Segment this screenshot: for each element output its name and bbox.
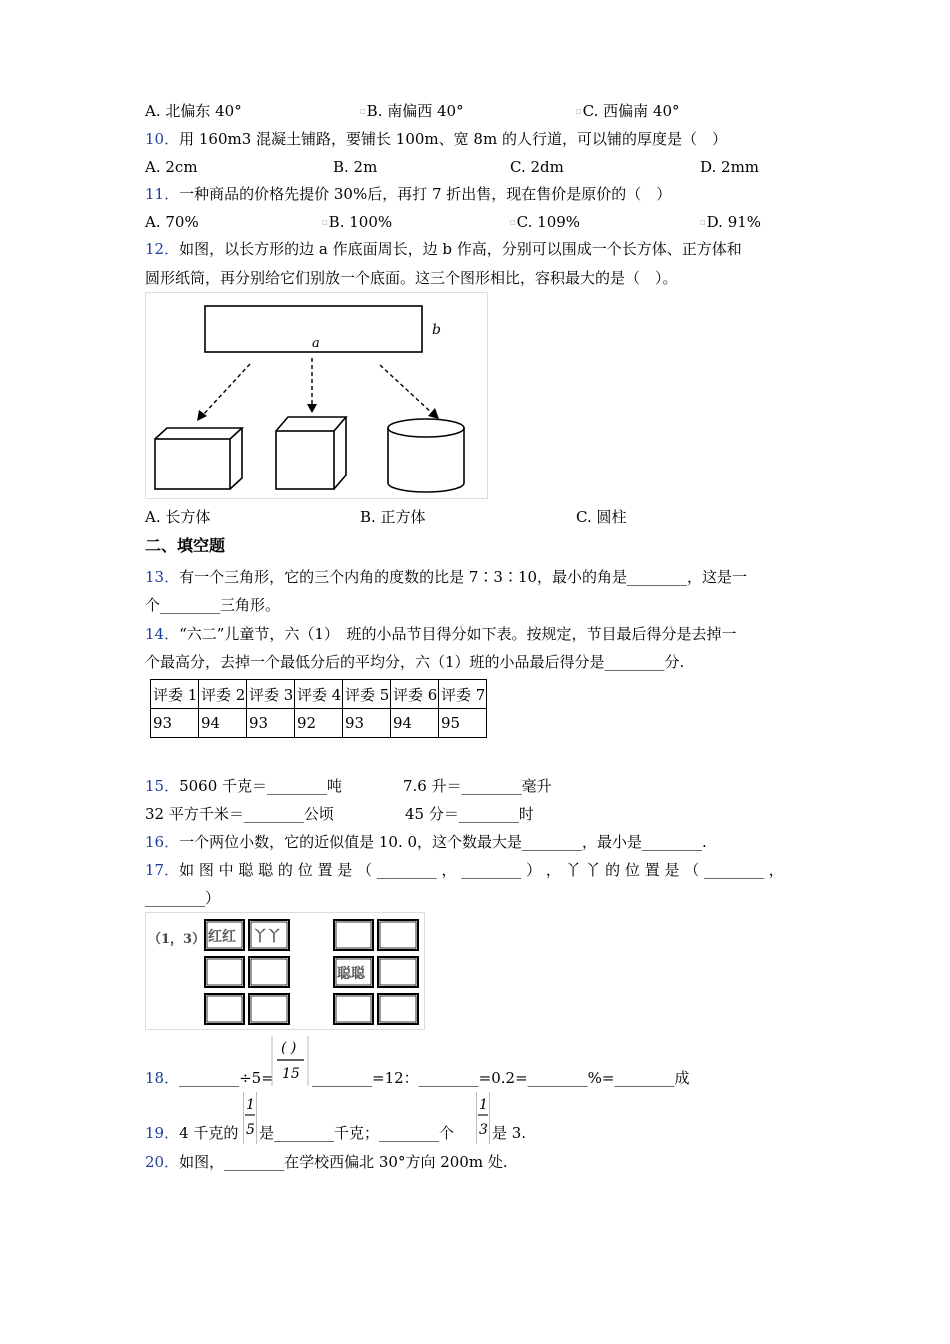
q15-number: 15． — [145, 777, 180, 795]
q16-question — [145, 832, 707, 852]
q9-option-b: □B. 南偏西 40° — [360, 102, 464, 120]
table-score-cell: 93 — [151, 709, 199, 738]
q11-option-b-text: B. 100% — [328, 213, 393, 231]
q10-option-b: B. 2m — [333, 158, 378, 176]
q20-number: 20． — [145, 1153, 180, 1171]
q18-fraction-denominator: 15 — [282, 1066, 300, 1082]
q19-part1: 4 千克的 — [179, 1124, 239, 1142]
q14-line2: 个最高分，去掉一个最低分后的平均分，六（1）班的小品最后得分是________分. — [145, 653, 685, 671]
q17-question-line1 — [145, 860, 784, 880]
q12-option-a: A. 长方体 — [145, 508, 211, 526]
q14-number: 14． — [145, 625, 180, 643]
cube-shape — [276, 417, 346, 489]
seat-congcong: 聪聪 — [337, 966, 365, 982]
label-a: a — [312, 336, 320, 351]
table-score-cell: 95 — [439, 709, 487, 738]
q10-option-d: D. 2mm — [700, 158, 760, 176]
q12-number: 12． — [145, 240, 180, 258]
q19-fraction1-denominator: 5 — [246, 1122, 255, 1138]
seat-honghong: 红红 — [208, 929, 236, 945]
coord-label: （1，3） — [148, 932, 206, 947]
q11-option-d: □D. 91% — [700, 213, 762, 231]
q18-part2: ________=12：________=0.2=________%=________成 — [312, 1069, 690, 1087]
table-score-cell: 93 — [343, 709, 391, 738]
q20-question — [145, 1152, 508, 1172]
q17-line2: ________） — [145, 889, 221, 907]
q11-question — [145, 184, 671, 204]
table-score-cell: 94 — [199, 709, 247, 738]
q11-option-d-text: D. 91% — [706, 213, 762, 231]
q11-option-a: A. 70% — [145, 213, 199, 231]
q11-number: 11． — [145, 185, 180, 203]
table-header-cell: 评委 3 — [247, 680, 295, 709]
table-header-cell: 评委 4 — [295, 680, 343, 709]
score-table — [150, 679, 487, 738]
table-row — [151, 709, 487, 738]
cuboid-shape — [155, 428, 242, 489]
table-header-row — [151, 680, 487, 709]
q19-question-part1 — [145, 1123, 238, 1143]
q9-option-c: □C. 西偏南 40° — [576, 102, 680, 120]
q10-question — [145, 129, 727, 149]
q10-text: 用 160m3 混凝土铺路，要铺长 100m、宽 8m 的人行道，可以铺的厚度是（ ） — [179, 130, 727, 148]
table-score-cell: 94 — [391, 709, 439, 738]
table-score-cell: 93 — [247, 709, 295, 738]
q13-line2: 个________三角形。 — [145, 596, 281, 614]
q10-number: 10． — [145, 130, 180, 148]
q19-part2: 是________千克；________个 — [259, 1124, 455, 1142]
q11-option-b: □B. 100% — [322, 213, 393, 231]
q15-line1b: 7.6 升＝________毫升 — [403, 777, 552, 795]
table-score-cell: 92 — [295, 709, 343, 738]
q10-option-a: A. 2cm — [145, 158, 198, 176]
q19-fraction1-numerator: 1 — [246, 1097, 255, 1113]
q14-question-line1 — [145, 624, 736, 644]
q18-fraction-numerator: ( ) — [281, 1040, 297, 1056]
q10-option-c: C. 2dm — [510, 158, 564, 176]
q19-fraction2 — [476, 1092, 490, 1144]
table-header-cell: 评委 5 — [343, 680, 391, 709]
q11-option-c: □C. 109% — [510, 213, 581, 231]
q11-text: 一种商品的价格先提价 30%后，再打 7 折出售，现在售价是原价的（ ） — [179, 185, 672, 203]
q17-number: 17． — [145, 861, 180, 879]
q15-line2b: 45 分＝________时 — [405, 805, 534, 823]
q13-number: 13． — [145, 568, 180, 586]
q13-question-line1 — [145, 567, 747, 587]
q19-fraction2-numerator: 1 — [479, 1097, 488, 1113]
q12-option-c: C. 圆柱 — [576, 508, 627, 526]
q9-option-c-text: C. 西偏南 40° — [582, 102, 680, 120]
q19-number: 19． — [145, 1124, 180, 1142]
q12-option-b: B. 正方体 — [360, 508, 426, 526]
cylinder-shape — [388, 419, 464, 492]
q17-line1: 如 图 中 聪 聪 的 位 置 是 （ ________ ， ________ ） ， 丫 丫 的 位 置 是 （ ________ ， — [179, 861, 784, 879]
q17-seating-figure — [145, 912, 425, 1030]
table-header-cell: 评委 1 — [151, 680, 199, 709]
q18-part1: ________÷5= — [179, 1069, 274, 1087]
q9-option-a: A. 北偏东 40° — [145, 102, 242, 120]
q19-part3: 是 3. — [492, 1124, 527, 1142]
q9-option-b-text: B. 南偏西 40° — [366, 102, 464, 120]
q19-fraction1 — [243, 1092, 257, 1144]
q20-text: 如图，________在学校西偏北 30°方向 200m 处. — [179, 1153, 508, 1171]
table-header-cell: 评委 7 — [439, 680, 487, 709]
q16-text: 一个两位小数，它的近似值是 10. 0，这个数最大是________，最小是________. — [179, 833, 707, 851]
q12-line2: 圆形纸筒，再分别给它们别放一个底面。这三个图形相比，容积最大的是（ ）。 — [145, 269, 678, 287]
section-title: 二、填空题 — [145, 536, 226, 555]
seat-yaya: 丫丫 — [253, 929, 281, 945]
q19-fraction2-denominator: 3 — [479, 1122, 488, 1138]
q15-line2a: 32 平方千米＝________公顷 — [145, 805, 334, 823]
q12-line1: 如图，以长方形的边 a 作底面周长，边 b 作高，分别可以围成一个长方体、正方体和 — [179, 240, 742, 258]
table-header-cell: 评委 2 — [199, 680, 247, 709]
q18-number: 18． — [145, 1069, 180, 1087]
q15-line1a: 5060 千克＝________吨 — [179, 777, 343, 795]
q16-number: 16． — [145, 833, 180, 851]
q14-line1: “六二”儿童节，六（1） 班的小品节目得分如下表。按规定，节目最后得分是去掉一 — [179, 625, 737, 643]
q11-option-c-text: C. 109% — [516, 213, 581, 231]
q13-line1: 有一个三角形，它的三个内角的度数的比是 7∶3∶10，最小的角是________，这是一 — [179, 568, 748, 586]
label-b: b — [432, 322, 441, 338]
q18-fraction — [271, 1036, 309, 1086]
q18-question-part1 — [145, 1068, 274, 1088]
q12-figure — [145, 292, 488, 499]
q15-question-line1 — [145, 776, 342, 796]
q12-question-line1 — [145, 239, 742, 259]
table-header-cell: 评委 6 — [391, 680, 439, 709]
